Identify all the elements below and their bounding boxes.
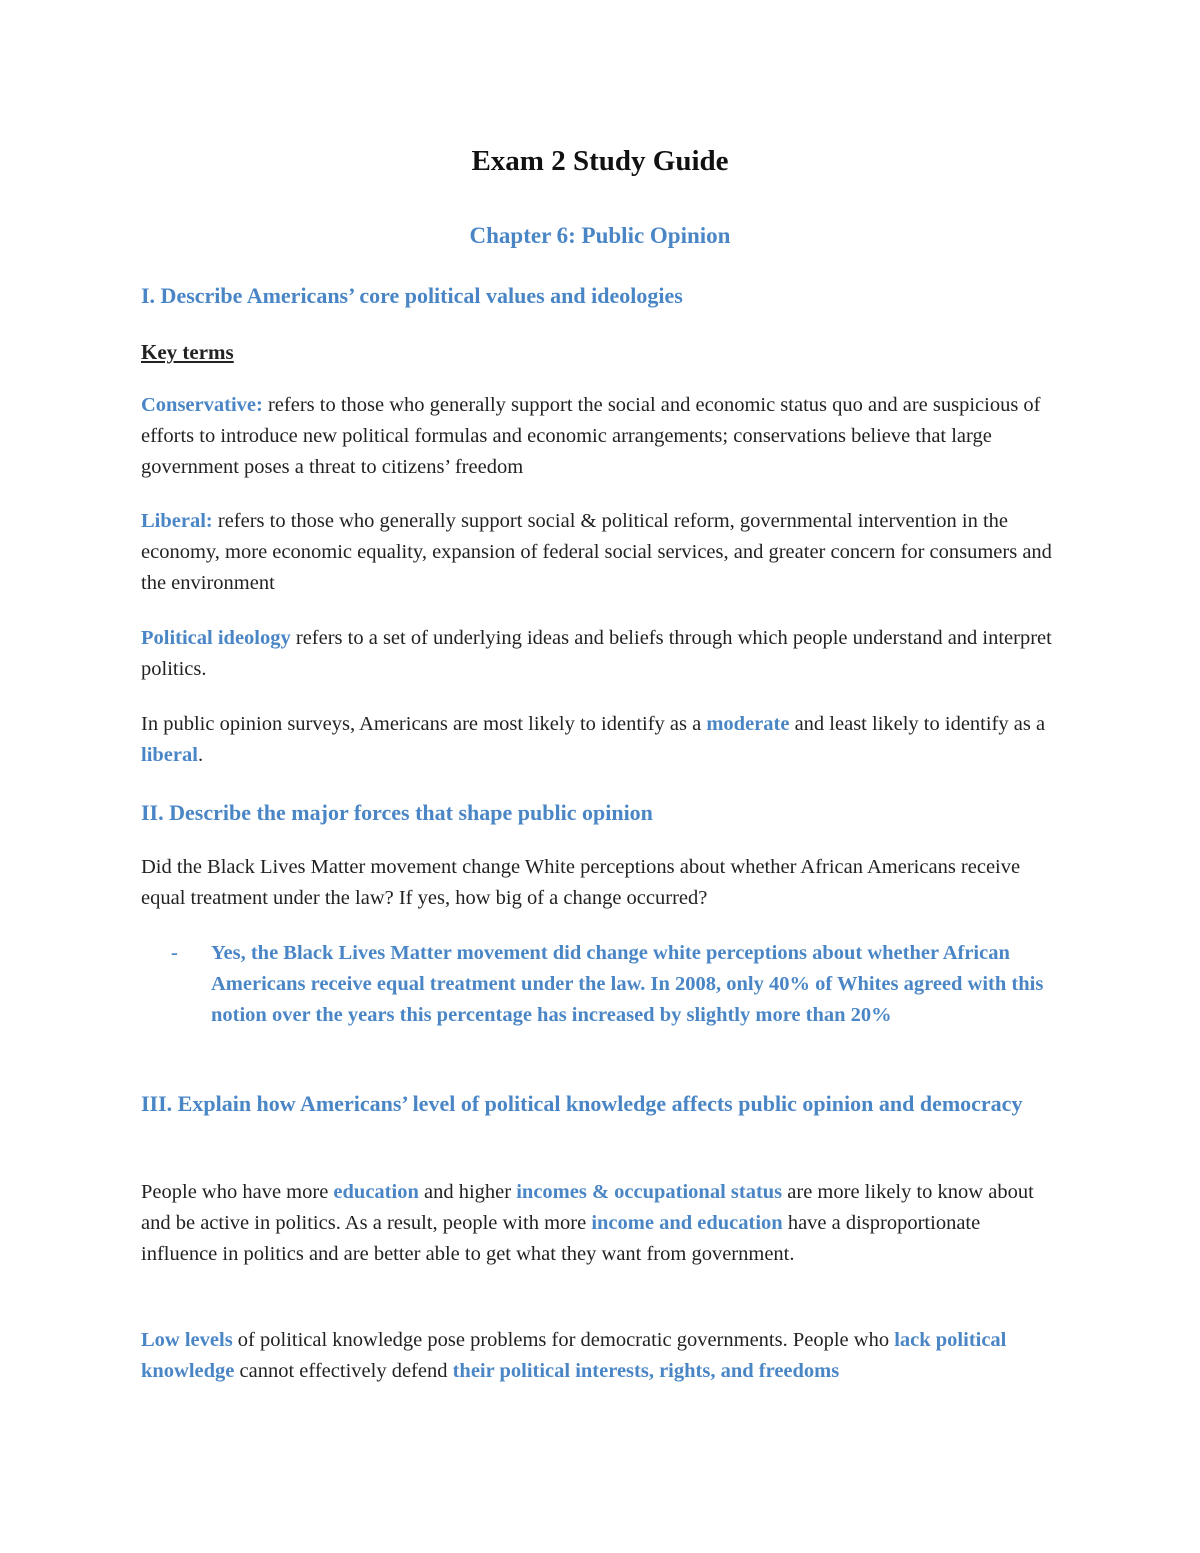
liberal-text: refers to those who generally support social & political reform, governmental intervention in the economy, more economic equality, expansion of federal social services, and greater concern for consumers and the environment (141, 510, 1052, 594)
knowledge-paragraph (141, 1177, 1061, 1270)
k-text-3: are more likely to know about and be active in politics. As a result, people with more (141, 1181, 1034, 1234)
ideology-definition (141, 623, 1061, 685)
k-incomes: incomes & occupational status (516, 1181, 783, 1203)
page-title: Exam 2 Study Guide (471, 145, 729, 177)
survey-moderate: moderate (706, 713, 790, 735)
low-levels: Low levels (141, 1329, 233, 1351)
bullet-dash: - (171, 942, 178, 964)
liberal-term: Liberal: (141, 510, 213, 532)
low-text-1: of political knowledge pose problems for democratic governments. People who (232, 1329, 895, 1351)
blm-answer-bullet (171, 938, 1071, 1031)
liberal-definition (141, 506, 1061, 599)
section-3-heading: III. Explain how Americans’ level of political knowledge affects public opinion and democracy (141, 1091, 1023, 1116)
section-1-heading: I. Describe Americans’ core political values and ideologies (141, 283, 683, 308)
low-knowledge-paragraph (141, 1325, 1061, 1387)
conservative-definition (141, 390, 1061, 483)
survey-text-2: and least likely to identify as a (789, 713, 1046, 735)
low-text-2: cannot effectively defend (234, 1360, 453, 1382)
survey-text-1: In public opinion surveys, Americans are most likely to identify as a (141, 713, 707, 735)
k-income-education: income and education (591, 1212, 783, 1234)
survey-paragraph (141, 709, 1061, 771)
political-interests: their political interests, rights, and freedoms (452, 1360, 840, 1382)
k-text-1: People who have more (141, 1181, 334, 1203)
conservative-text: refers to those who generally support the social and economic status quo and are suspicious of efforts to introduce new political formulas and economic arrangements; conservations believe that large government poses a threat to citizens’ freedom (141, 394, 1041, 478)
chapter-heading: Chapter 6: Public Opinion (469, 223, 731, 248)
k-text-2: and higher (418, 1181, 517, 1203)
k-education: education (333, 1181, 419, 1203)
k-text-4: have a disproportionate influence in politics and are better able to get what they want from government. (141, 1212, 981, 1265)
lack-knowledge: lack political knowledge (141, 1329, 1007, 1382)
ideology-text: refers to a set of underlying ideas and beliefs through which people understand and interpret politics. (141, 627, 1052, 680)
conservative-term: Conservative: (141, 394, 263, 416)
ideology-term: Political ideology (141, 627, 291, 649)
blm-answer-text: Yes, the Black Lives Matter movement did change white perceptions about whether African Americans receive equal treatment under the law. In 2008, only 40% of Whites agreed with this notion over the years this percentage has increased by slightly more than 20% (211, 942, 1044, 1026)
key-terms-label: Key terms (141, 340, 234, 364)
blm-question: Did the Black Lives Matter movement change White perceptions about whether African Americans receive equal treatment under the law? If yes, how big of a change occurred? (141, 856, 1021, 909)
survey-liberal: liberal (141, 744, 198, 766)
survey-text-3: . (197, 744, 204, 766)
section-2-heading: II. Describe the major forces that shape public opinion (141, 800, 653, 825)
